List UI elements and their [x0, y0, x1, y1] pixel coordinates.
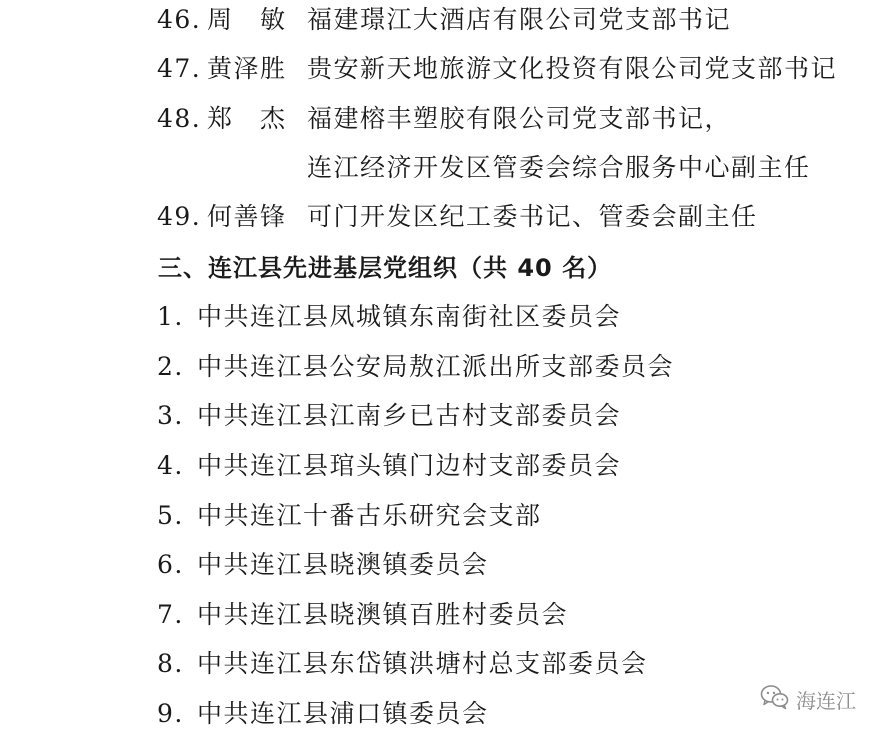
org-name: 中共连江县江南乡已古村支部委员会: [197, 401, 622, 430]
org-number: 3.: [157, 401, 184, 430]
org-name: 中共连江县东岱镇洪塘村总支部委员会: [197, 649, 648, 678]
person-title-continued: 连江经济开发区管委会综合服务中心副主任: [307, 153, 811, 182]
person-number: 47.: [157, 54, 202, 83]
watermark: [760, 684, 856, 714]
person-number: 46.: [157, 5, 202, 34]
person-title: 贵安新天地旅游文化投资有限公司党支部书记: [307, 54, 838, 83]
wechat-icon: [760, 684, 790, 714]
org-number: 5.: [157, 501, 184, 530]
org-name: 中共连江县浦口镇委员会: [197, 699, 489, 728]
org-number: 8.: [157, 649, 184, 678]
watermark-text: 海连江: [796, 688, 856, 713]
person-title: 可门开发区纪工委书记、管委会副主任: [307, 202, 758, 231]
org-name: 中共连江县晓澳镇百胜村委员会: [197, 600, 569, 629]
person-name: 黄泽胜: [207, 54, 287, 83]
person-title: 福建榕丰塑胶有限公司党支部书记，: [307, 104, 732, 133]
org-number: 7.: [157, 600, 184, 629]
org-number: 9.: [157, 699, 184, 728]
org-number: 4.: [157, 451, 184, 480]
org-number: 6.: [157, 550, 184, 579]
person-number: 48.: [157, 104, 202, 133]
org-number: 1.: [157, 302, 184, 331]
person-number: 49.: [157, 202, 202, 231]
org-name: 中共连江十番古乐研究会支部: [197, 501, 542, 530]
section-heading: 三、连江县先进基层党组织（共 40 名）: [158, 254, 613, 282]
org-name: 中共连江县晓澳镇委员会: [197, 550, 489, 579]
person-name: 何善锋: [207, 202, 287, 231]
org-number: 2.: [157, 352, 184, 381]
org-name: 中共连江县凤城镇东南街社区委员会: [197, 302, 622, 331]
org-name: 中共连江县琯头镇门边村支部委员会: [197, 451, 622, 480]
person-title: 福建璟江大酒店有限公司党支部书记: [307, 5, 732, 34]
person-name: 周 敏: [207, 5, 287, 34]
person-name: 郑 杰: [207, 104, 287, 133]
org-name: 中共连江县公安局敖江派出所支部委员会: [197, 352, 675, 381]
